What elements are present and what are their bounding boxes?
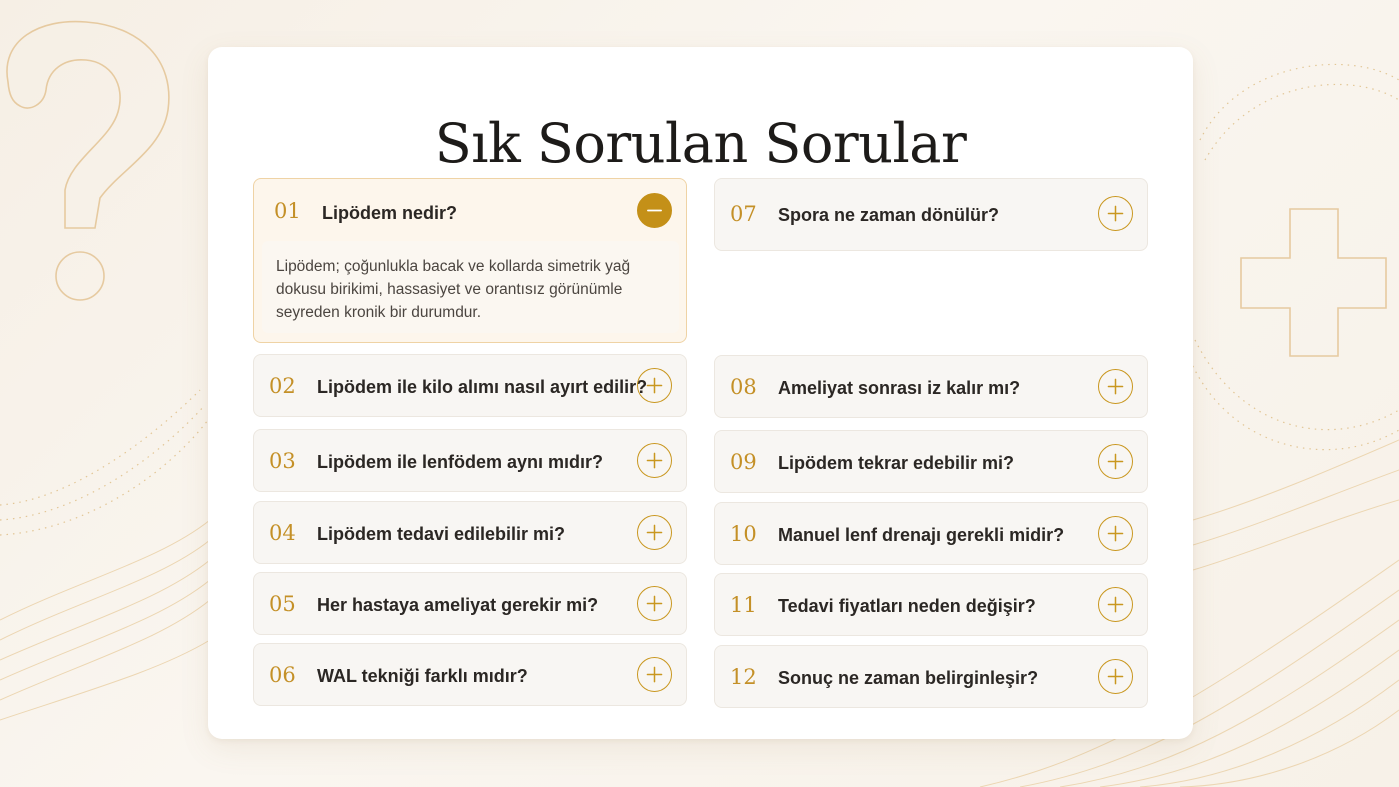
plus-circle-icon xyxy=(1099,197,1132,230)
collapse-button[interactable] xyxy=(637,193,672,228)
plus-circle-icon xyxy=(1099,660,1132,693)
plus-circle-icon xyxy=(638,516,671,549)
faq-question: Lipödem ile kilo alımı nasıl ayırt edilir? xyxy=(317,377,648,397)
faq-card xyxy=(208,47,1193,739)
expand-button[interactable] xyxy=(637,368,672,403)
plus-circle-icon xyxy=(1099,370,1132,403)
faq-item-06[interactable] xyxy=(253,643,687,706)
expand-button[interactable] xyxy=(637,657,672,692)
expand-button[interactable] xyxy=(1098,196,1133,231)
faq-item-08[interactable] xyxy=(714,355,1148,418)
faq-item-02[interactable] xyxy=(253,354,687,417)
faq-number: 08 xyxy=(730,375,757,399)
expand-button[interactable] xyxy=(637,443,672,478)
faq-item-04[interactable] xyxy=(253,501,687,564)
faq-question: Lipödem ile lenfödem aynı mıdır? xyxy=(317,452,604,472)
expand-button[interactable] xyxy=(1098,659,1133,694)
expand-button[interactable] xyxy=(637,586,672,621)
faq-item-01[interactable] xyxy=(253,178,687,343)
expand-button[interactable] xyxy=(637,515,672,550)
faq-number: 05 xyxy=(269,592,296,616)
faq-item-11[interactable] xyxy=(714,573,1148,636)
faq-number: 09 xyxy=(730,450,757,474)
faq-question: Lipödem nedir? xyxy=(322,203,457,223)
medical-cross-icon xyxy=(1241,209,1386,356)
faq-answer: Lipödem; çoğunlukla bacak ve kollarda simetrik yağ dokusu birikimi, hassasiyet ve orantısız görünümle seyreden kronik bir durumdur. xyxy=(262,241,679,333)
faq-number: 10 xyxy=(730,522,757,546)
faq-item-05[interactable] xyxy=(253,572,687,635)
faq-question: Tedavi fiyatları neden değişir? xyxy=(778,596,1036,616)
faq-item-03[interactable] xyxy=(253,429,687,492)
faq-item-09[interactable] xyxy=(714,430,1148,493)
faq-question: Lipödem tedavi edilebilir mi? xyxy=(317,524,566,544)
faq-question: Ameliyat sonrası iz kalır mı? xyxy=(778,378,1021,398)
minus-circle-icon xyxy=(638,194,671,227)
plus-circle-icon xyxy=(1099,517,1132,550)
faq-item-10[interactable] xyxy=(714,502,1148,565)
plus-circle-icon xyxy=(638,658,671,691)
plus-circle-icon xyxy=(638,444,671,477)
plus-circle-icon xyxy=(1099,445,1132,478)
faq-question: WAL tekniği farklı mıdır? xyxy=(317,666,528,686)
plus-circle-icon xyxy=(638,587,671,620)
faq-question: Lipödem tekrar edebilir mi? xyxy=(778,453,1015,473)
faq-number: 04 xyxy=(269,521,296,545)
faq-number: 01 xyxy=(274,199,301,223)
faq-number: 06 xyxy=(269,663,296,687)
faq-question: Spora ne zaman dönülür? xyxy=(778,205,1000,225)
page-title: Sık Sorulan Sorular xyxy=(434,112,967,175)
faq-number: 12 xyxy=(730,665,757,689)
faq-question: Her hastaya ameliyat gerekir mi? xyxy=(317,595,599,615)
question-mark-icon xyxy=(7,22,169,300)
plus-circle-icon xyxy=(1099,588,1132,621)
faq-question: Manuel lenf drenajı gerekli midir? xyxy=(778,525,1065,545)
faq-question: Sonuç ne zaman belirginleşir? xyxy=(778,668,1039,688)
expand-button[interactable] xyxy=(1098,587,1133,622)
plus-circle-icon xyxy=(638,369,671,402)
faq-number: 03 xyxy=(269,449,296,473)
faq-number: 02 xyxy=(269,374,296,398)
expand-button[interactable] xyxy=(1098,369,1133,404)
expand-button[interactable] xyxy=(1098,516,1133,551)
faq-number: 07 xyxy=(730,202,757,226)
faq-item-07[interactable] xyxy=(714,178,1148,251)
expand-button[interactable] xyxy=(1098,444,1133,479)
faq-item-12[interactable] xyxy=(714,645,1148,708)
faq-number: 11 xyxy=(730,593,757,617)
